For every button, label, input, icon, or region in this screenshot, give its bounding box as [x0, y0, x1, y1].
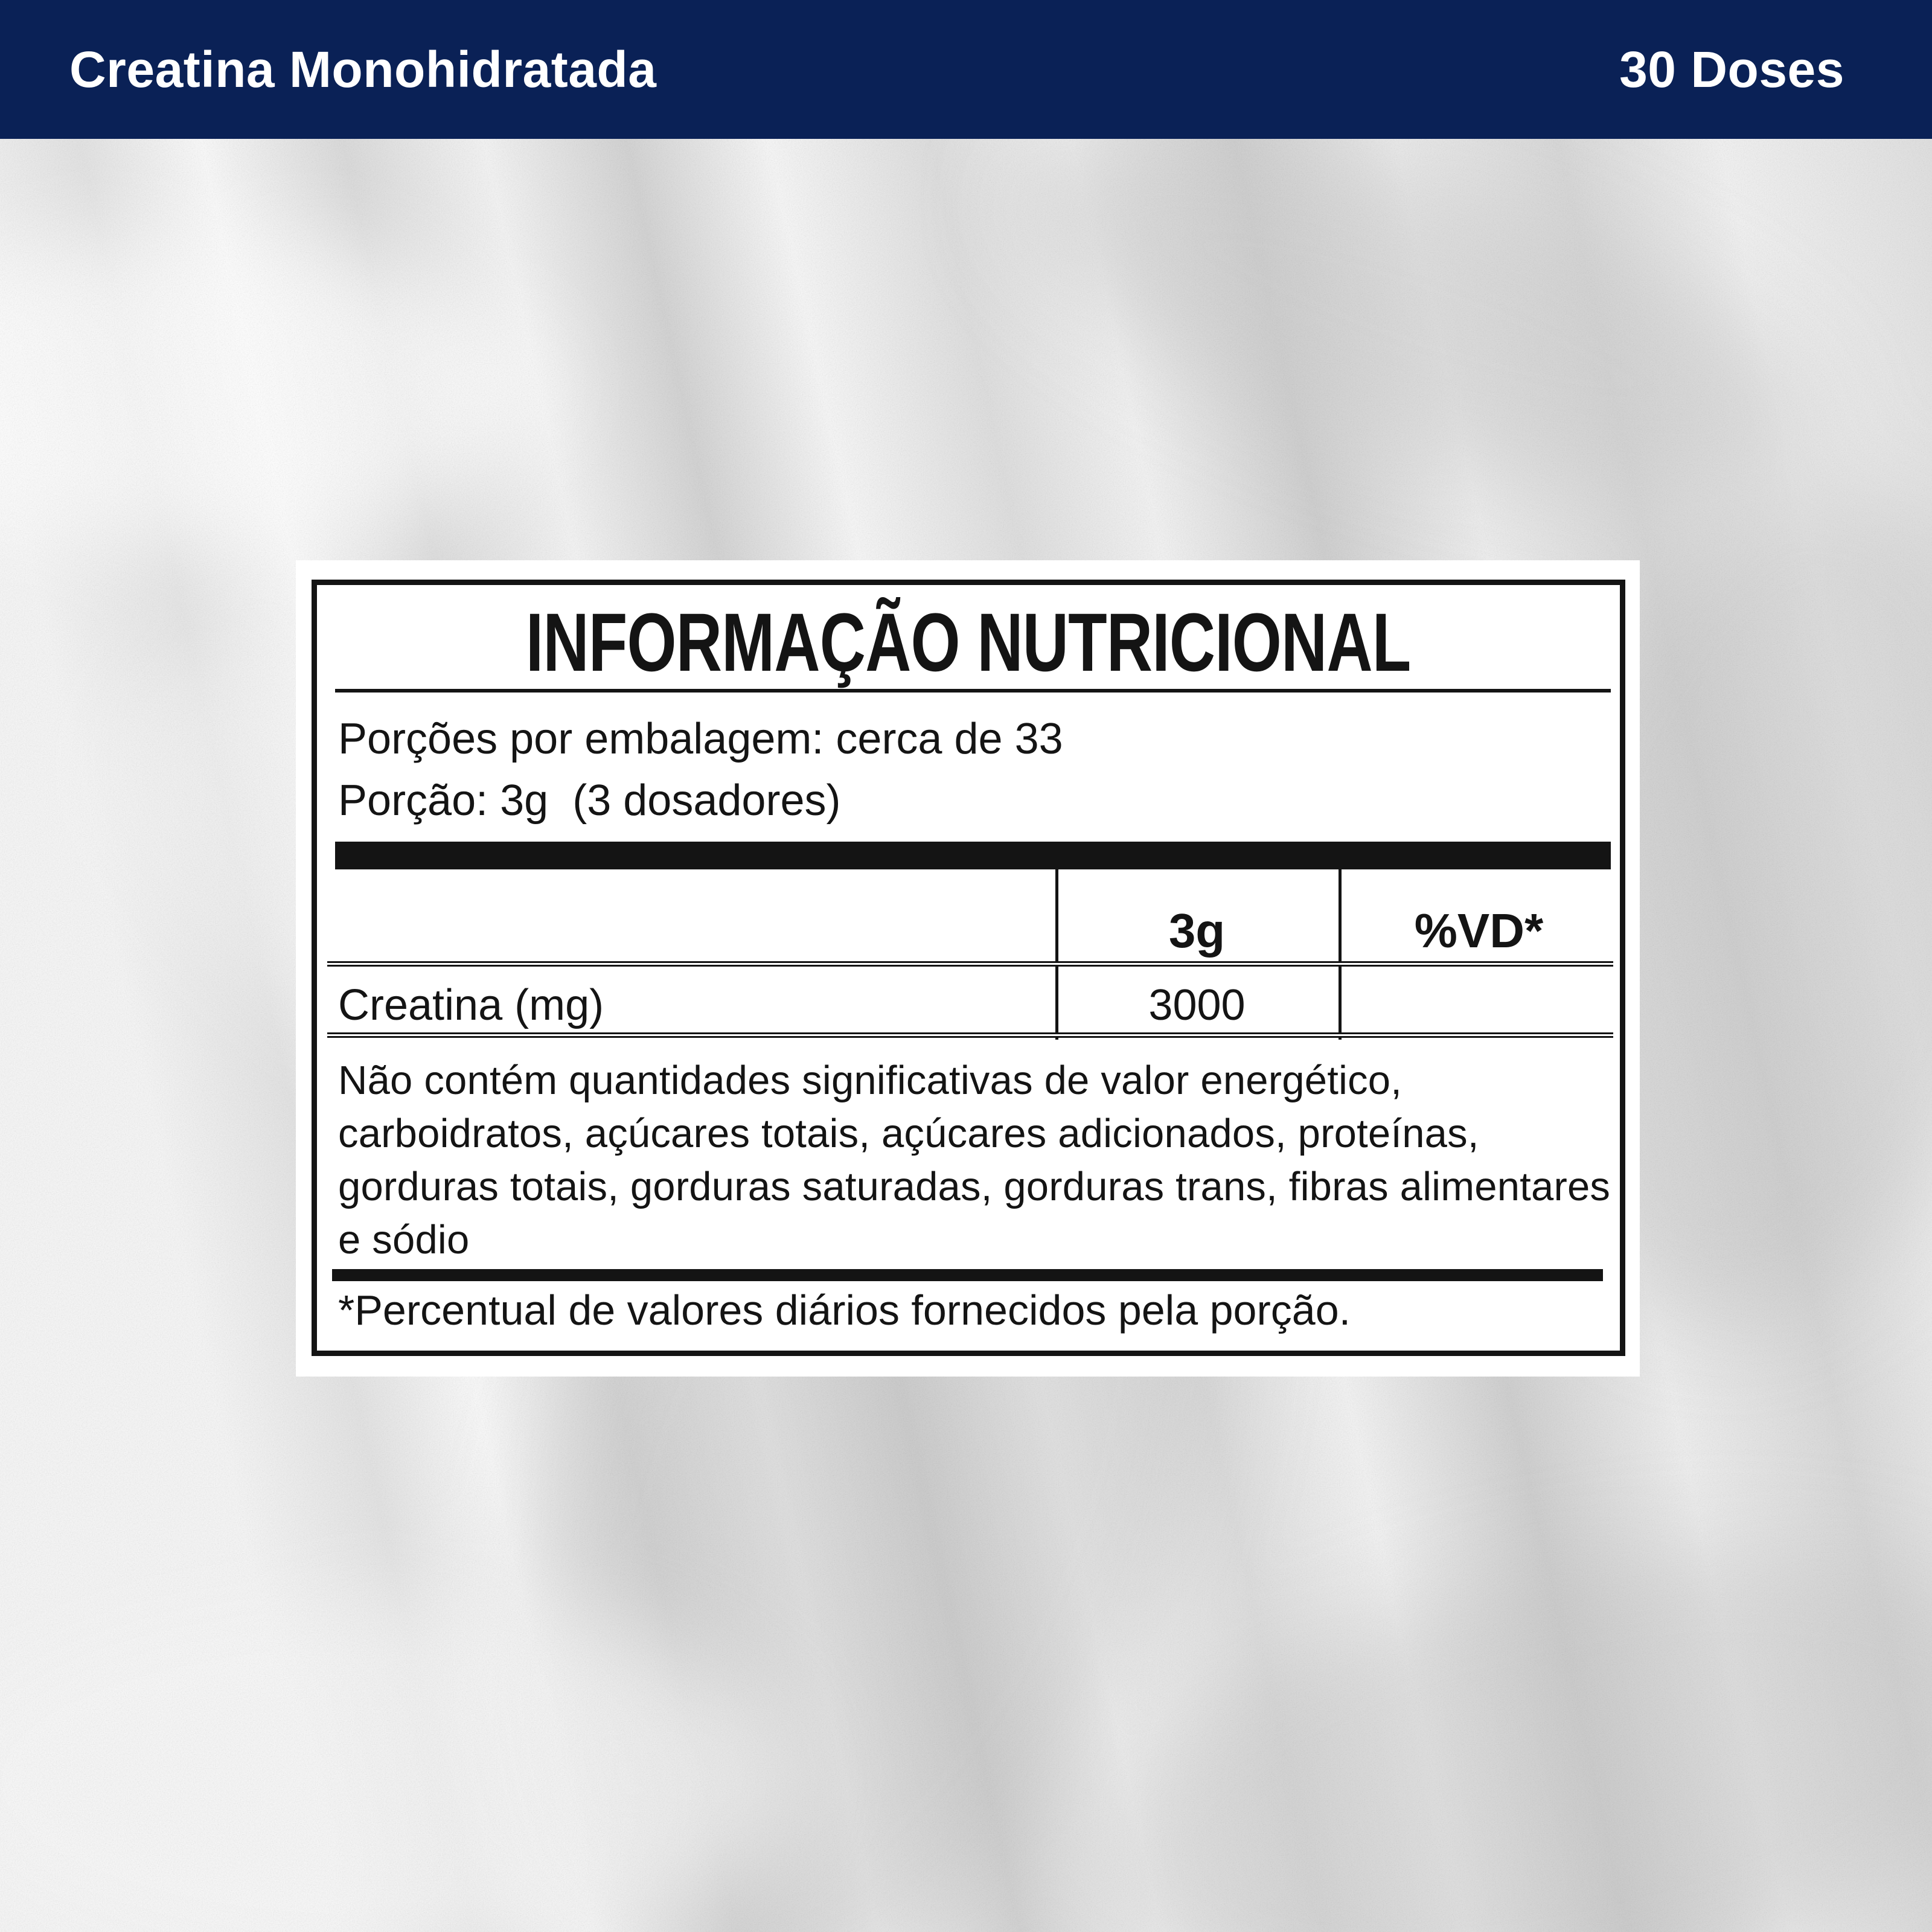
table-row-nutrient-label: Creatina (mg) [338, 981, 604, 1029]
title-underline [335, 689, 1611, 693]
daily-value-footnote: *Percentual de valores diários fornecidos pela porção. [338, 1287, 1351, 1334]
doses-count: 30 Doses [1619, 41, 1844, 98]
column-header-daily-value: %VD* [1414, 904, 1544, 958]
nutrition-panel-title [317, 597, 1620, 689]
table-row-nutrient-amount: 3000 [1148, 981, 1246, 1029]
servings-per-package-line: Porções por embalagem: cerca de 33 [338, 715, 1063, 763]
nutrition-panel-title-text: INFORMAÇÃO NUTRICIONAL [526, 597, 1411, 689]
serving-size-line: Porção: 3g (3 dosadores) [338, 776, 841, 825]
header-row-divider [327, 961, 1613, 967]
table-top-separator-bar [335, 842, 1611, 869]
column-header-amount: 3g [1168, 904, 1226, 958]
nutrient-row-divider [327, 1032, 1613, 1038]
product-name: Creatina Monohidratada [69, 41, 657, 98]
header-bar [0, 0, 1932, 139]
footnote-separator-bar [332, 1269, 1603, 1281]
no-significant-amounts-text: Não contém quantidades significativas de valor energético, carboidratos, açúcares totais, açúcares adicionados, proteínas, gorduras totais, gorduras saturadas, gorduras trans, fibras alimentares e sódio [338, 1058, 1611, 1262]
